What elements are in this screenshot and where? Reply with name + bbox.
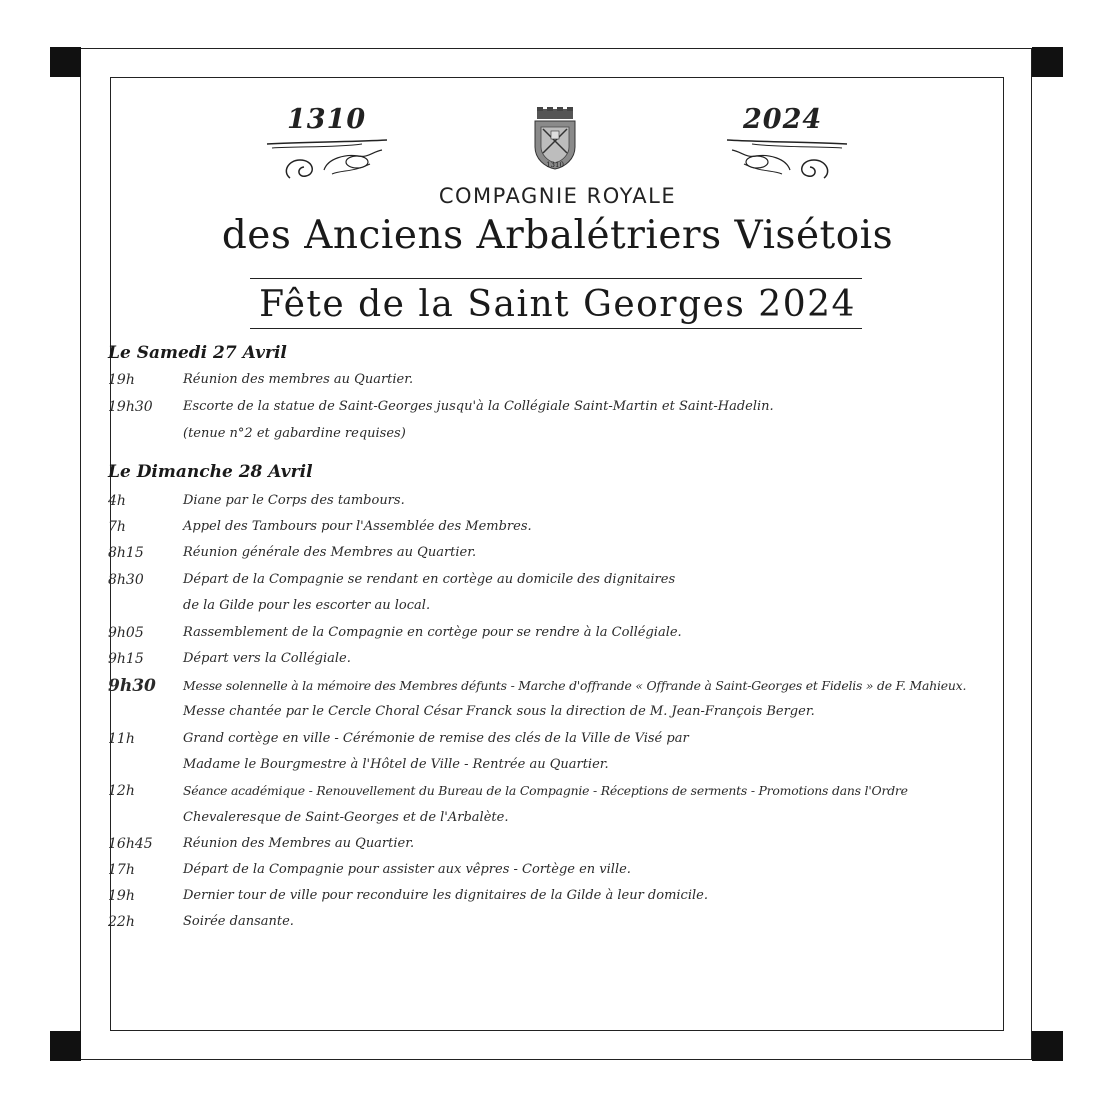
crest-icon (527, 107, 583, 171)
day-heading-sunday: Le Dimanche 28 Avril (108, 462, 313, 482)
row-time: 11h (108, 731, 135, 747)
row-description: Réunion générale des Membres au Quartier. (183, 545, 477, 560)
row-description: (tenue n°2 et gabardine requises) (183, 426, 406, 441)
row-description: de la Gilde pour les escorter au local. (183, 598, 431, 613)
row-time: 16h45 (108, 836, 153, 852)
row-description: Départ de la Compagnie se rendant en cortège au domicile des dignitaires (183, 572, 676, 587)
flourish-right-icon (722, 134, 852, 184)
corner-square-bottom-right (1032, 1031, 1063, 1061)
row-time: 19h30 (108, 399, 153, 415)
year-left: 1310 (287, 104, 367, 135)
row-description: Dernier tour de ville pour reconduire les dignitaires de la Gilde à leur domicile. (183, 888, 708, 903)
row-description: Séance académique - Renouvellement du Bureau de la Compagnie - Réceptions de serments - Promotions dans l'Ordre (183, 783, 908, 798)
row-time: 19h (108, 372, 135, 388)
row-time: 8h30 (108, 572, 144, 588)
row-description: Soirée dansante. (183, 914, 294, 929)
row-description: Madame le Bourgmestre à l'Hôtel de Ville - Rentrée au Quartier. (183, 757, 609, 772)
row-description: Messe solennelle à la mémoire des Membres défunts - Marche d'offrande « Offrande à Saint-Georges et Fidelis » de F. Mahieux. (183, 678, 967, 693)
organization-name-line2: des Anciens Arbalétriers Visétois (221, 213, 894, 258)
corner-square-top-left (50, 47, 81, 77)
year-right: 2024 (743, 104, 823, 135)
row-description: Réunion des membres au Quartier. (183, 372, 414, 387)
day-heading-saturday: Le Samedi 27 Avril (108, 343, 287, 363)
row-description: Messe chantée par le Cercle Choral César Franck sous la direction de M. Jean-François Berger. (183, 704, 815, 719)
row-description: Diane par le Corps des tambours. (183, 493, 405, 508)
row-time: 12h (108, 783, 135, 799)
flourish-left-icon (262, 134, 392, 184)
row-time: 8h15 (108, 545, 144, 561)
row-time: 4h (108, 493, 126, 509)
row-time: 22h (108, 914, 135, 930)
row-time: 9h15 (108, 651, 144, 667)
page-title: Fête de la Saint Georges 2024 (259, 284, 856, 325)
title-rule-bottom (250, 328, 862, 329)
row-time: 9h30 (108, 676, 156, 696)
corner-square-bottom-left (50, 1031, 81, 1061)
corner-square-top-right (1032, 47, 1063, 77)
row-description: Départ de la Compagnie pour assister aux vêpres - Cortège en ville. (183, 862, 631, 877)
title-rule-top (250, 278, 862, 279)
row-description: Appel des Tambours pour l'Assemblée des Membres. (183, 519, 532, 534)
crest-year: 1310 (546, 161, 564, 169)
organization-name-line1: COMPAGNIE ROYALE (438, 184, 677, 208)
row-time: 7h (108, 519, 126, 535)
row-description: Chevaleresque de Saint-Georges et de l'Arbalète. (183, 810, 509, 825)
row-time: 9h05 (108, 625, 144, 641)
row-description: Grand cortège en ville - Cérémonie de remise des clés de la Ville de Visé par (183, 731, 689, 746)
row-time: 19h (108, 888, 135, 904)
row-time: 17h (108, 862, 135, 878)
row-description: Escorte de la statue de Saint-Georges jusqu'à la Collégiale Saint-Martin et Saint-Hadelin. (183, 399, 774, 414)
row-description: Réunion des Membres au Quartier. (183, 836, 415, 851)
row-description: Départ vers la Collégiale. (183, 651, 351, 666)
row-description: Rassemblement de la Compagnie en cortège pour se rendre à la Collégiale. (183, 625, 682, 640)
